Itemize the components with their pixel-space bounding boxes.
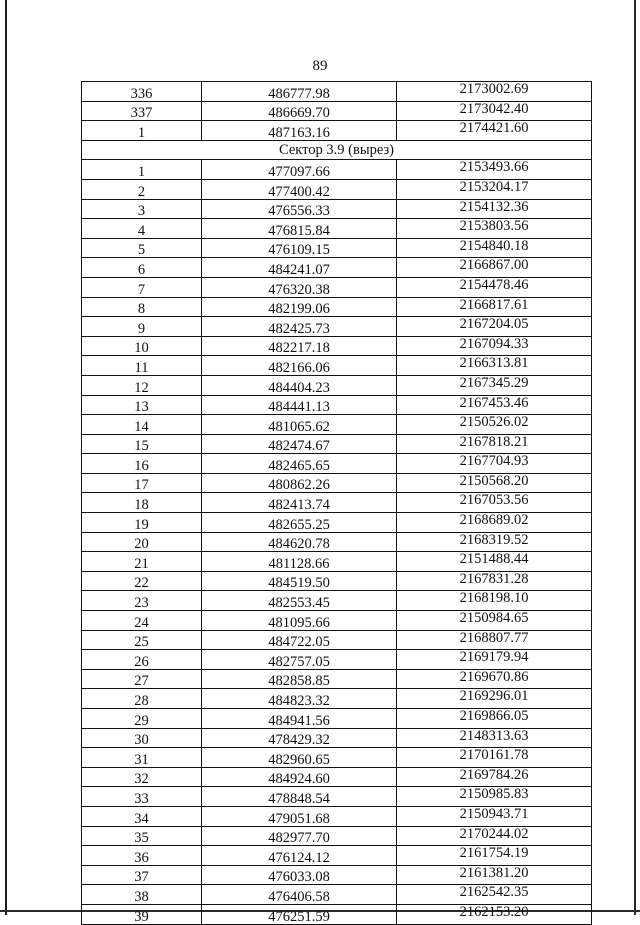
- point-number-cell: 35: [82, 826, 202, 846]
- x-coordinate-cell: 482474.67: [202, 434, 397, 454]
- x-coordinate-cell: 482465.65: [202, 454, 397, 474]
- x-coordinate-cell: 487163.16: [202, 121, 397, 141]
- table-row: [82, 434, 592, 454]
- table-row: [82, 415, 592, 435]
- point-number-cell: 18: [82, 493, 202, 513]
- table-row: [82, 806, 592, 826]
- x-coordinate-cell: 484519.50: [202, 571, 397, 591]
- coordinates-table-body: [82, 82, 592, 925]
- point-number-cell: 7: [82, 277, 202, 297]
- x-coordinate-cell: 476124.12: [202, 846, 397, 866]
- y-coordinate-cell: 2162542.35: [397, 885, 592, 905]
- y-coordinate-cell: 2167704.93: [397, 454, 592, 474]
- point-number-cell: 337: [82, 101, 202, 121]
- x-coordinate-cell: 484404.23: [202, 375, 397, 395]
- point-number-cell: 19: [82, 513, 202, 533]
- y-coordinate-cell: 2169670.86: [397, 669, 592, 689]
- y-coordinate-cell: 2173002.69: [397, 82, 592, 102]
- point-number-cell: 21: [82, 552, 202, 572]
- x-coordinate-cell: 486777.98: [202, 82, 397, 102]
- point-number-cell: 1: [82, 121, 202, 141]
- table-row: [82, 219, 592, 239]
- x-coordinate-cell: 482413.74: [202, 493, 397, 513]
- y-coordinate-cell: 2167053.56: [397, 493, 592, 513]
- table-row: [82, 826, 592, 846]
- point-number-cell: 336: [82, 82, 202, 102]
- x-coordinate-cell: 478848.54: [202, 787, 397, 807]
- table-row: [82, 689, 592, 709]
- point-number-cell: 22: [82, 571, 202, 591]
- y-coordinate-cell: 2162153.20: [397, 904, 592, 924]
- x-coordinate-cell: 486669.70: [202, 101, 397, 121]
- y-coordinate-cell: 2166313.81: [397, 356, 592, 376]
- table-row: [82, 513, 592, 533]
- table-row: [82, 473, 592, 493]
- table-row: [82, 101, 592, 121]
- y-coordinate-cell: 2151488.44: [397, 552, 592, 572]
- x-coordinate-cell: 476251.59: [202, 904, 397, 924]
- point-number-cell: 15: [82, 434, 202, 454]
- x-coordinate-cell: 479051.68: [202, 806, 397, 826]
- table-row: [82, 630, 592, 650]
- point-number-cell: 38: [82, 885, 202, 905]
- x-coordinate-cell: 476556.33: [202, 199, 397, 219]
- y-coordinate-cell: 2167831.28: [397, 571, 592, 591]
- point-number-cell: 23: [82, 591, 202, 611]
- x-coordinate-cell: 480862.26: [202, 473, 397, 493]
- y-coordinate-cell: 2170244.02: [397, 826, 592, 846]
- table-row: [82, 336, 592, 356]
- y-coordinate-cell: 2166867.00: [397, 258, 592, 278]
- table-row: [82, 885, 592, 905]
- point-number-cell: 11: [82, 356, 202, 376]
- y-coordinate-cell: 2169784.26: [397, 767, 592, 787]
- y-coordinate-cell: 2167345.29: [397, 375, 592, 395]
- y-coordinate-cell: 2167453.46: [397, 395, 592, 415]
- y-coordinate-cell: 2166817.61: [397, 297, 592, 317]
- x-coordinate-cell: 482553.45: [202, 591, 397, 611]
- table-row: [82, 356, 592, 376]
- y-coordinate-cell: 2169866.05: [397, 709, 592, 729]
- x-coordinate-cell: 482166.06: [202, 356, 397, 376]
- point-number-cell: 20: [82, 532, 202, 552]
- x-coordinate-cell: 484620.78: [202, 532, 397, 552]
- x-coordinate-cell: 482199.06: [202, 297, 397, 317]
- x-coordinate-cell: 484441.13: [202, 395, 397, 415]
- point-number-cell: 24: [82, 611, 202, 631]
- x-coordinate-cell: 482425.73: [202, 317, 397, 337]
- x-coordinate-cell: 482858.85: [202, 669, 397, 689]
- x-coordinate-cell: 484722.05: [202, 630, 397, 650]
- x-coordinate-cell: 476320.38: [202, 277, 397, 297]
- point-number-cell: 39: [82, 904, 202, 924]
- point-number-cell: 2: [82, 179, 202, 199]
- y-coordinate-cell: 2153204.17: [397, 179, 592, 199]
- y-coordinate-cell: 2154132.36: [397, 199, 592, 219]
- x-coordinate-cell: 481065.62: [202, 415, 397, 435]
- x-coordinate-cell: 482655.25: [202, 513, 397, 533]
- point-number-cell: 29: [82, 709, 202, 729]
- point-number-cell: 13: [82, 395, 202, 415]
- table-row: [82, 82, 592, 102]
- table-row: [82, 179, 592, 199]
- section-title: Сектор 3.9 (вырез): [82, 140, 592, 160]
- point-number-cell: 5: [82, 238, 202, 258]
- x-coordinate-cell: 482960.65: [202, 748, 397, 768]
- y-coordinate-cell: 2173042.40: [397, 101, 592, 121]
- y-coordinate-cell: 2150943.71: [397, 806, 592, 826]
- point-number-cell: 30: [82, 728, 202, 748]
- x-coordinate-cell: 477400.42: [202, 179, 397, 199]
- y-coordinate-cell: 2169179.94: [397, 650, 592, 670]
- point-number-cell: 27: [82, 669, 202, 689]
- point-number-cell: 9: [82, 317, 202, 337]
- table-row: [82, 767, 592, 787]
- x-coordinate-cell: 476109.15: [202, 238, 397, 258]
- y-coordinate-cell: 2150985.83: [397, 787, 592, 807]
- point-number-cell: 28: [82, 689, 202, 709]
- x-coordinate-cell: 481095.66: [202, 611, 397, 631]
- y-coordinate-cell: 2167818.21: [397, 434, 592, 454]
- point-number-cell: 8: [82, 297, 202, 317]
- table-row: [82, 238, 592, 258]
- point-number-cell: 17: [82, 473, 202, 493]
- y-coordinate-cell: 2174421.60: [397, 121, 592, 141]
- point-number-cell: 3: [82, 199, 202, 219]
- table-row: [82, 865, 592, 885]
- y-coordinate-cell: 2170161.78: [397, 748, 592, 768]
- y-coordinate-cell: 2153803.56: [397, 219, 592, 239]
- point-number-cell: 16: [82, 454, 202, 474]
- table-row: [82, 160, 592, 180]
- y-coordinate-cell: 2161754.19: [397, 846, 592, 866]
- y-coordinate-cell: 2153493.66: [397, 160, 592, 180]
- point-number-cell: 26: [82, 650, 202, 670]
- coordinates-table: [81, 81, 592, 925]
- y-coordinate-cell: 2167204.05: [397, 317, 592, 337]
- y-coordinate-cell: 2154478.46: [397, 277, 592, 297]
- point-number-cell: 4: [82, 219, 202, 239]
- y-coordinate-cell: 2167094.33: [397, 336, 592, 356]
- point-number-cell: 10: [82, 336, 202, 356]
- table-row: [82, 532, 592, 552]
- x-coordinate-cell: 482217.18: [202, 336, 397, 356]
- section-header-row: [82, 140, 592, 160]
- x-coordinate-cell: 476406.58: [202, 885, 397, 905]
- point-number-cell: 14: [82, 415, 202, 435]
- x-coordinate-cell: 484823.32: [202, 689, 397, 709]
- table-row: [82, 728, 592, 748]
- table-row: [82, 846, 592, 866]
- x-coordinate-cell: 482977.70: [202, 826, 397, 846]
- table-row: [82, 199, 592, 219]
- y-coordinate-cell: 2168319.52: [397, 532, 592, 552]
- x-coordinate-cell: 484941.56: [202, 709, 397, 729]
- y-coordinate-cell: 2169296.01: [397, 689, 592, 709]
- table-row: [82, 277, 592, 297]
- point-number-cell: 1: [82, 160, 202, 180]
- x-coordinate-cell: 481128.66: [202, 552, 397, 572]
- scan-right-edge: [634, 0, 636, 915]
- table-row: [82, 454, 592, 474]
- table-row: [82, 748, 592, 768]
- x-coordinate-cell: 476033.08: [202, 865, 397, 885]
- point-number-cell: 33: [82, 787, 202, 807]
- table-row: [82, 709, 592, 729]
- table-row: [82, 611, 592, 631]
- y-coordinate-cell: 2150568.20: [397, 473, 592, 493]
- x-coordinate-cell: 476815.84: [202, 219, 397, 239]
- table-row: [82, 258, 592, 278]
- table-row: [82, 650, 592, 670]
- point-number-cell: 37: [82, 865, 202, 885]
- table-row: [82, 395, 592, 415]
- x-coordinate-cell: 482757.05: [202, 650, 397, 670]
- table-row: [82, 493, 592, 513]
- point-number-cell: 31: [82, 748, 202, 768]
- y-coordinate-cell: 2168689.02: [397, 513, 592, 533]
- y-coordinate-cell: 2150984.65: [397, 611, 592, 631]
- y-coordinate-cell: 2154840.18: [397, 238, 592, 258]
- y-coordinate-cell: 2168807.77: [397, 630, 592, 650]
- table-row: [82, 669, 592, 689]
- y-coordinate-cell: 2168198.10: [397, 591, 592, 611]
- table-row: [82, 571, 592, 591]
- table-row: [82, 591, 592, 611]
- point-number-cell: 34: [82, 806, 202, 826]
- point-number-cell: 32: [82, 767, 202, 787]
- page-number: 89: [312, 58, 328, 74]
- point-number-cell: 12: [82, 375, 202, 395]
- point-number-cell: 25: [82, 630, 202, 650]
- x-coordinate-cell: 484241.07: [202, 258, 397, 278]
- table-row: [82, 904, 592, 924]
- table-row: [82, 317, 592, 337]
- x-coordinate-cell: 478429.32: [202, 728, 397, 748]
- x-coordinate-cell: 477097.66: [202, 160, 397, 180]
- point-number-cell: 6: [82, 258, 202, 278]
- y-coordinate-cell: 2161381.20: [397, 865, 592, 885]
- y-coordinate-cell: 2148313.63: [397, 728, 592, 748]
- table-row: [82, 787, 592, 807]
- table-row: [82, 375, 592, 395]
- table-row: [82, 552, 592, 572]
- table-row: [82, 121, 592, 141]
- point-number-cell: 36: [82, 846, 202, 866]
- x-coordinate-cell: 484924.60: [202, 767, 397, 787]
- table-row: [82, 297, 592, 317]
- y-coordinate-cell: 2150526.02: [397, 415, 592, 435]
- scan-left-edge: [5, 0, 7, 915]
